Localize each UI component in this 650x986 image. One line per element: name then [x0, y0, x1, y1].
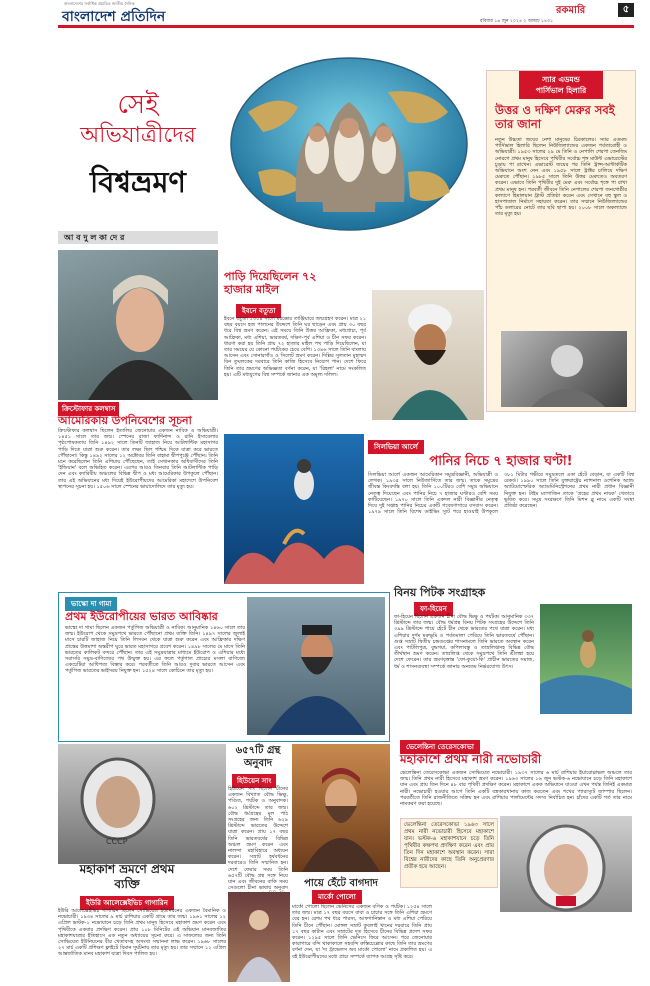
xuanzang-name-tag: হিউয়েন সাং [232, 774, 276, 788]
gagarin-name-tag: ইউরি আলেক্সেইভিচ গাগারিন [80, 896, 174, 910]
hillary-photo [501, 331, 627, 407]
faxian-name-tag: ফা-হিয়েন [414, 602, 453, 616]
masthead [0, 0, 650, 24]
battuta-body: ইবনে বতুতা ১৩০৪ সালে মরক্কোর তাঞ্জিয়ারে জন্মগ্রহণ করেন। মাত্র ২১ বছর বয়সে হজ পালনের উদ্দেশে তিনি ঘর ছাড়েন এবং প্রায় ৩০ বছর ধরে বিশ্ব ভ্রমণ করেন। এই সময়ে তিনি উত্তর আফ্রিকা, মধ্যপ্রাচ্য, পূর্ব আফ্রিকা, মধ্য এশিয়া, ভারতবর্ষ, দক্ষিণ-পূর্ব এশিয়া ও চীন সফর করেন। ধারণা করা হয় তিনি প্রায় ৭২ হাজার মাইল পথ পাড়ি দিয়েছিলেন, যা তার সময়ের যে কোনো পর্যটকের চেয়ে বেশি। ১৩৪৬ সালে তিনি বাংলায় আসেন এবং সোনারগাঁও ও সিলেট ভ্রমণ করেন। দিল্লির সুলতান মুহাম্মদ বিন তুঘলকের দরবারে তিনি কাজি হিসেবে নিয়োগ পান। দেশে ফিরে তিনি তার ভ্রমণের অভিজ্ঞতা বর্ণনা করেন, যা 'রিহলা' নামে সংকলিত হয়। এটি মধ্যযুগের বিশ্ব সম্পর্কে জানার এক অমূল্য দলিল। [224, 316, 366, 378]
hero-illustration [218, 52, 480, 238]
portrait-image [500, 816, 632, 912]
earle-photo [224, 434, 364, 584]
logo[interactable]: বাংলাদেশ প্রতিদিন [62, 9, 166, 25]
portrait-image [501, 331, 627, 407]
title-box [58, 84, 218, 234]
faxian-kicker: বিনয় পিটক সংগ্রাহক [394, 586, 486, 599]
globe-explorers-image [218, 52, 480, 238]
polo-photo [292, 744, 390, 872]
gama-photo [247, 597, 385, 735]
logo-tagline: বাংলাদেশের সর্বাধিক প্রচারিত জাতীয় দৈনিক [64, 1, 135, 6]
polo-body: মার্কো পোলো ছিলেন ভেনিসের একজন বণিক ও পর্যটক। ১২৫৪ সালে তার জন্ম। মাত্র ১৭ বছর বয়সে বাবা ও চাচার সঙ্গে তিনি এশিয়া ভ্রমণে বের হন। রেশম পথ ধরে পারস্য, আফগানিস্তান ও মধ্য এশিয়া পেরিয়ে তিনি চীনে পৌঁছান। মোঙ্গল সম্রাট কুবলাই খানের দরবারে তিনি প্রায় ১৭ বছর কাটান এবং সম্রাটের দূত হিসেবে চীনের বিভিন্ন প্রদেশ সফর করেন। ১২৯৫ সালে তিনি ভেনিসে ফিরে আসেন। পরে জেনোয়ার কারাগারে বন্দি থাকাকালে সহবন্দি রুস্তিচেল্লোর কাছে তিনি তার ভ্রমণের বর্ণনা দেন, যা 'দ্য ট্রাভেলস অব মার্কো পোলো' নামে প্রকাশিত হয়। এ বই ইউরোপীয়দের মধ্যে প্রাচ্য সম্পর্কে ব্যাপক আগ্রহ সৃষ্টি করে। [292, 904, 432, 960]
portrait-image [372, 290, 484, 420]
gama-body: ভাস্কো দা গামা ছিলেন একজন পর্তুগিজ অভিযাত্রী ও নাবিক। আনুমানিক ১৪৬০ সালে তার জন্ম। ইউরোপ থেকে সমুদ্রপথে ভারতে পৌঁছানো প্রথম ব্যক্তি তিনি। ১৪৯৭ সালের জুলাই মাসে চারটি জাহাজ নিয়ে তিনি লিসবন থেকে যাত্রা শুরু করেন এবং আফ্রিকার দক্ষিণ প্রান্তের উত্তমাশা অন্তরীপ ঘুরে ভারত মহাসাগরে প্রবেশ করেন। ১৪৯৮ সালের মে মাসে তিনি ভারতের কালিকট বন্দরে পৌঁছান। তার এই সমুদ্রযাত্রার মাধ্যমে ইউরোপ ও এশিয়ার মধ্যে সরাসরি সমুদ্র-বাণিজ্যের পথ উন্মুক্ত হয়। এর ফলে পর্তুগাল প্রাচ্যের মসলা বাণিজ্যে একচেটিয়া আধিপত্য বিস্তার করে। পরবর্তীতে তিনি আরও দুবার ভারতে আসেন এবং পর্তুগিজ ভারতের ভাইসরয় নিযুক্ত হন। ১৫২৪ সালে কোচিনে তার মৃত্যু হয়। [65, 625, 245, 675]
title-line3: বিশ্বভ্রমণ [90, 165, 186, 199]
earle-name-tag: সিলভিয়া আর্লে [368, 440, 424, 454]
tereshkova-name-tag: ভেলেন্তিনা তেরেসকোভা [400, 740, 480, 754]
tereshkova-article [396, 740, 634, 982]
date-line: রবিবার ১৬ জুন ২০২৪ ২ আষাঢ় ১৪৩১ [480, 19, 553, 24]
gagarin-article [58, 744, 226, 980]
author-name: আ ব দু ল কা দে র [64, 233, 125, 242]
columbus-headline: আমেরিকায় উপনিবেশের সূচনা [58, 414, 192, 427]
gama-name-tag: ভাস্কো দা গামা [65, 597, 117, 611]
title-line1: সেই [117, 90, 159, 120]
battuta-headline: পাড়ি দিয়েছিলেন ৭২ হাজার মাইল [224, 270, 317, 296]
earle-body: সিলভিয়া আর্লে একজন আমেরিকান সমুদ্রবিজ্ঞানী, অভিযাত্রী ও লেখক। ১৯৩৫ সালে নিউজার্সিতে তার জন্ম। তাকে সমুদ্রের জীবন্ত কিংবদন্তি বলা হয়। তিনি ১০০টিরও বেশি সমুদ্র অভিযানে নেতৃত্ব দিয়েছেন এবং পানির নিচে ৭ হাজার ঘণ্টারও বেশি সময় কাটিয়েছেন। ১৯৭০ সালে তিনি একদল নারী বিজ্ঞানীর নেতৃত্ব দিয়ে দুই সপ্তাহ পানির নিচের একটি গবেষণাগারে বসবাস করেন। ১৯৭৯ সালে তিনি বিশেষ ডাইভিং স্যুট পরে হাওয়াই উপকূলে ৩৮১ মিটার গভীরে সমুদ্রতলে একা হেঁটে বেড়ান, যা একটি বিশ্ব রেকর্ড। ১৯৯০ সালে তিনি যুক্তরাষ্ট্রের ন্যাশনাল ওশেনিক অ্যান্ড অ্যাটমোস্ফেরিক অ্যাডমিনিস্ট্রেশনের প্রথম নারী প্রধান বিজ্ঞানী নিযুক্ত হন। টাইম ম্যাগাজিন তাকে 'গ্রহের প্রথম নায়ক' খেতাবে ভূষিত করে। সমুদ্র সংরক্ষণে তিনি মিশন ব্লু নামে একটি সংস্থা প্রতিষ্ঠা করেছেন। [368, 472, 634, 516]
hillary-body: নতুন উচ্চতা জয়ের নেশা মানুষের চিরকালের। স্যার এডমন্ড পার্সিভাল হিলারি ছিলেন নিউজিল্যান্ডের একজন পর্বতারোহী ও অভিযাত্রী। ১৯৫৩ সালের ২৯ মে তিনি ও নেপালি শেরপা তেনজিং নোরগে প্রথম মানুষ হিসেবে পৃথিবীর সর্বোচ্চ শৃঙ্গ মাউন্ট এভারেস্টের চূড়ায় পা রাখেন। এভারেস্ট জয়ের পর তিনি ট্রান্স-আন্টার্কটিক অভিযানে অংশ নেন এবং ১৯৫৮ সালে ট্রাক্টর চালিয়ে দক্ষিণ মেরুতে পৌঁছান। ১৯৮৫ সালে তিনি উত্তর মেরুতেও অবতরণ করেন। এভাবে তিনি পৃথিবীর দুই মেরু এবং সর্বোচ্চ শৃঙ্গে পা রাখা প্রথম মানুষ হন। পরবর্তী জীবনে তিনি নেপালের শেরপা জনগোষ্ঠীর কল্যাণে হিমালয়ান ট্রাস্ট প্রতিষ্ঠা করেন এবং সেখানে বহু স্কুল ও হাসপাতাল নির্মাণে সহায়তা করেন। তার সম্মানে নিউজিল্যান্ডের পাঁচ ডলারের নোটে তার ছবি ছাপা হয়। ২০০৮ সালে অকল্যান্ডে তার মৃত্যু হয়। [495, 137, 627, 218]
author-bar [58, 231, 218, 244]
xuanzang-photo [228, 892, 290, 982]
section-name: রকমারি [556, 5, 586, 16]
columbus-article [58, 250, 218, 580]
tereshkova-side-text: ভেলেন্তিনা তেরেসকোভা ১৯৬৩ সালে প্রথম নারী নভোচারী হিসেবে মহাকাশে যান। ভস্টক-৬ মহাকাশযানে চড়ে তিনি পৃথিবীর কক্ষপথ প্রদক্ষিণ করেন এবং প্রায় তিন দিন মহাকাশে অবস্থান করেন। সারা বিশ্বের নারীদের কাছে তিনি অনুপ্রেরণার প্রতীক হয়ে আছেন। [404, 822, 494, 870]
tereshkova-headline: মহাকাশে প্রথম নারী নভোচারী [400, 752, 542, 766]
gagarin-photo [58, 744, 226, 864]
portrait-image [292, 744, 390, 872]
polo-kicker: পায়ে হেঁটে বাগদাদ [304, 878, 378, 889]
hillary-article [486, 70, 636, 412]
portrait-image [58, 250, 218, 400]
svg-text:CCCP: CCCP [106, 837, 128, 846]
underwater-image [224, 434, 364, 584]
gagarin-body: ইউরি আলেক্সেইভিচ গাগারিন ছিলেন সোভিয়েত ইউনিয়নের একজন বৈমানিক ও নভোচারী। ১৯৩৪ সালের ৯ মার্চ রাশিয়ার একটি গ্রামে তার জন্ম। ১৯৬১ সালের ১২ এপ্রিল ভস্টক-১ নভোযানে চড়ে তিনি প্রথম মানুষ হিসেবে মহাকাশ ভ্রমণ করেন এবং পৃথিবীকে একবার প্রদক্ষিণ করেন। প্রায় ১০৮ মিনিটের এই অভিযান মানবজাতির মহাকাশযাত্রার ইতিহাসে এক নতুন অধ্যায়ের সূচনা করে। এ সাফল্যের জন্য তিনি সোভিয়েত ইউনিয়নের বীর খেতাবসহ অসংখ্য সম্মাননা লাভ করেন। ১৯৬৮ সালের ২৭ মার্চ একটি প্রশিক্ষণ ফ্লাইটে বিমান দুর্ঘটনায় তার মৃত্যু হয়। তার সম্মানে ১২ এপ্রিল আন্তর্জাতিক মানব মহাকাশ যাত্রা দিবস পালিত হয়। [58, 908, 226, 958]
hillary-kicker-line2: পার্সিভাল হিলারি [535, 86, 587, 95]
page-number: ৫ [618, 3, 634, 17]
portrait-image [58, 744, 226, 864]
portrait-image [247, 597, 385, 735]
tereshkova-body: ভেলেন্তিনা তেরেসকোভা একজন সোভিয়েত নভোচারী। ১৯৩৭ সালের ৬ মার্চ রাশিয়ার ইয়ারোস্লাভল অঞ্চলে তার জন্ম। তিনি প্রথম নারী হিসেবে মহাকাশ ভ্রমণ করেন। ১৯৬৩ সালের ১৬ জুন ভস্টক-৬ নভোযানে চড়ে তিনি মহাকাশে যান এবং প্রায় তিন দিনে ৪৮ বার পৃথিবী প্রদক্ষিণ করেন। মহাকাশে একক অভিযানে যাওয়া এখন পর্যন্ত তিনিই একমাত্র নারী। নভোচারী হওয়ার আগে তিনি একটি বস্ত্রকারখানায় কাজ করতেন এবং শখের প্যারাস্যুট জাম্পার ছিলেন। পরবর্তীতে তিনি রাজনীতিতে সক্রিয় হন এবং রাশিয়ার পার্লামেন্টের সদস্য নির্বাচিত হন। চাঁদের একটি গর্ত তার নামে নামকরণ করা হয়েছে। [400, 770, 632, 808]
hillary-kicker [519, 71, 603, 99]
xuanzang-kicker: ৬৫৭টি গ্রন্থ অনুবাদ [235, 745, 281, 769]
tereshkova-side-box [400, 818, 498, 888]
earle-article [368, 440, 634, 580]
columbus-name-tag: ক্রিস্টোফার কলম্বাস [58, 402, 119, 416]
faxian-photo [540, 604, 632, 714]
columbus-photo [58, 250, 218, 400]
portrait-image [228, 892, 290, 982]
battuta-name-tag: ইবনে বতুতা [236, 304, 281, 318]
battuta-photo [372, 290, 484, 420]
xuanzang-body: হিউয়েন সাং ছিলেন চীনের একজন বিখ্যাত বৌদ্ধ ভিক্ষু, পণ্ডিত, পর্যটক ও অনুবাদক। ৬০২ খ্রিস্টাব্দে তার জন্ম। বৌদ্ধ ধর্মগ্রন্থের মূল পাঠ সংগ্রহের জন্য তিনি ৬২৯ খ্রিস্টাব্দে ভারতের উদ্দেশে যাত্রা করেন। প্রায় ১৭ বছর তিনি ভারতবর্ষের বিভিন্ন অঞ্চল ভ্রমণ করেন এবং নালন্দা মহাবিহারে অধ্যয়ন করেন। সম্রাট হর্ষবর্ধনের দরবারেও তিনি সম্মানিত হন। দেশে ফেরার সময় তিনি ৬৫৭টি বৌদ্ধ গ্রন্থ সঙ্গে নিয়ে যান এবং জীবনের বাকি সময় সেগুলো চীনা ভাষায় অনুবাদ [228, 786, 288, 892]
header-rule [58, 25, 634, 28]
faxian-article [392, 584, 634, 736]
tereshkova-photo [500, 816, 632, 912]
hillary-headline: উত্তর ও দক্ষিণ মেরুর সবই তার জানা [495, 103, 615, 131]
battuta-article [224, 270, 486, 430]
gama-article [58, 592, 390, 742]
gagarin-kicker: মহাকাশ ভ্রমণে প্রথম ব্যক্তি [79, 862, 175, 891]
columbus-body: ক্রিস্টোফার কলম্বাস ছিলেন ইতালির জেনোয়ার একজন নাবিক ও অভিযাত্রী। ১৪৫১ সালে তার জন্ম। স্পেনের রাজা ফার্দিনান্দ ও রানি ইসাবেলার পৃষ্ঠপোষকতায় তিনি ১৪৯২ সালে তিনটি জাহাজ নিয়ে আটলান্টিক মহাসাগর পাড়ি দিতে যাত্রা শুরু করেন। তার লক্ষ্য ছিল পশ্চিম দিকে যাত্রা করে ভারতে পৌঁছানো। কিন্তু ১৪৯২ সালের ১২ অক্টোবর তিনি বাহামা দ্বীপপুঞ্জে পৌঁছান। তিনি মনে করেছিলেন তিনি এশিয়ায় পৌঁছেছেন, তাই সেখানকার অধিবাসীদের তিনি 'ইন্ডিয়ান' বলে অভিহিত করেন। এরপর আরও তিনবার তিনি আটলান্টিক পাড়ি দেন এবং ক্যারিবীয় অঞ্চলের বিভিন্ন দ্বীপ ও মধ্য আমেরিকার উপকূলে পৌঁছান। তার এই অভিযানের মধ্য দিয়েই ইউরোপীয়দের আমেরিকা মহাদেশে উপনিবেশ স্থাপনের সূচনা হয়। ১৫০৬ সালে স্পেনের ভায়াদোলিদে তার মৃত্যু হয়। [58, 428, 218, 490]
earle-headline: পানির নিচে ৭ হাজার ঘণ্টা! [429, 454, 573, 469]
painting-image [540, 604, 632, 714]
faxian-body: ফা-হিয়েন ছিলেন একজন চীনা বৌদ্ধ ভিক্ষু ও পর্যটক। আনুমানিক ৩৩৭ খ্রিস্টাব্দে তার জন্ম। বৌদ্ধ ধর্মগ্রন্থ বিনয় পিটক সংগ্রহের উদ্দেশে তিনি ৩৯৯ খ্রিস্টাব্দে পায়ে হেঁটে চীন থেকে ভারতের পথে যাত্রা করেন। মধ্য এশিয়ার দুর্গম মরুভূমি ও পর্বতমালা পেরিয়ে তিনি ভারতবর্ষে পৌঁছান। গুপ্ত সম্রাট দ্বিতীয় চন্দ্রগুপ্তের শাসনামলে তিনি ভারতে অবস্থান করেন এবং পাটলিপুত্র, বুদ্ধগয়া, কপিলাবস্তু ও তাম্রলিপ্তসহ বিভিন্ন বৌদ্ধ তীর্থস্থান ভ্রমণ করেন। তাম্রলিপ্ত থেকে সমুদ্রপথে তিনি শ্রীলঙ্কা হয়ে দেশে ফেরেন। তার ভ্রমণবৃত্তান্ত 'ফো-কুয়ো-কি' প্রাচীন ভারতের সমাজ, ধর্ম ও শাসনব্যবস্থা সম্পর্কে জানার অন্যতম নির্ভরযোগ্য উৎস। [394, 614, 534, 670]
gama-headline: প্রথম ইউরোপীয়ের ভারত আবিষ্কার [65, 610, 218, 623]
title-line2: অভিযাত্রীদের [80, 123, 196, 148]
polo-name-tag: মার্কো পোলো [312, 890, 362, 904]
hillary-kicker-line1: স্যার এডমন্ড [542, 75, 580, 84]
